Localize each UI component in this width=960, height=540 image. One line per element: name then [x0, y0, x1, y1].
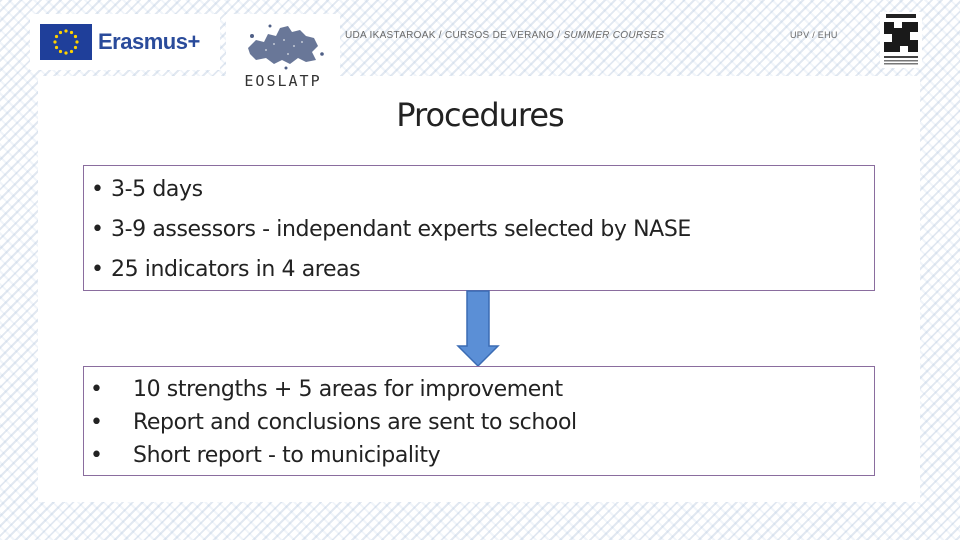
eoslatp-logo: [226, 14, 340, 96]
bullet-icon: •: [90, 443, 103, 468]
list-item: [91, 170, 874, 210]
list-item-text: 10 strengths + 5 areas for improvement: [133, 377, 563, 402]
upv-ehu-emblem-icon: [880, 12, 922, 68]
course-header-line: [345, 30, 664, 41]
eu-flag-icon: [40, 24, 92, 60]
list-item: [91, 250, 874, 290]
upv-ehu-logo: [880, 12, 922, 68]
bullet-icon: •: [91, 217, 104, 242]
list-item-text: 25 indicators in 4 areas: [111, 257, 361, 282]
list-item: [91, 210, 874, 250]
bullet-icon: •: [91, 257, 104, 282]
erasmus-plus-logo: [30, 14, 220, 70]
course-header-prefix: UDA IKASTAROAK / CURSOS DE VERANO /: [345, 30, 564, 41]
list-item: [84, 406, 874, 439]
list-item-text: Short report - to municipality: [133, 443, 441, 468]
course-header-italic: SUMMER COURSES: [563, 30, 665, 41]
list-item-text: 3-5 days: [111, 177, 203, 202]
procedure-details-list: [84, 166, 874, 290]
list-item-text: 3-9 assessors - independant experts selected by NASE: [111, 217, 691, 242]
bullet-icon: •: [90, 410, 103, 435]
list-item: [84, 439, 874, 472]
procedure-details-box: [83, 165, 875, 291]
erasmus-logo-text: Erasmus+: [98, 29, 200, 54]
europe-map-icon: [226, 14, 340, 72]
eoslatp-logo-text: EOSLATP: [244, 72, 322, 90]
bullet-icon: •: [91, 177, 104, 202]
down-arrow-icon: [456, 290, 500, 368]
list-item-text: Report and conclusions are sent to school: [133, 410, 577, 435]
procedure-outcomes-list: [84, 367, 874, 472]
university-label: UPV / EHU: [790, 30, 838, 40]
slide-title: Procedures: [396, 96, 564, 134]
procedure-outcomes-box: [83, 366, 875, 476]
list-item: [84, 373, 874, 406]
bullet-icon: •: [90, 377, 103, 402]
